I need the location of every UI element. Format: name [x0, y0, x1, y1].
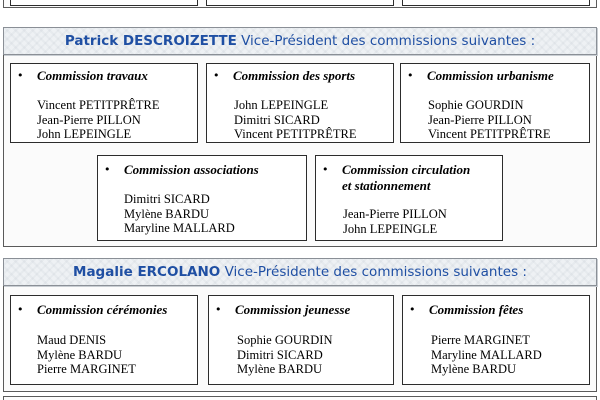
commission-title: Commission associations	[124, 162, 259, 177]
bullet-marker: •	[17, 69, 24, 82]
commission-members	[37, 333, 136, 377]
commission-title-line-2: et stationnement	[342, 178, 431, 193]
member-name: Vincent PETITPRÊTRE	[37, 98, 160, 112]
commission-title: Commission jeunesse	[235, 302, 351, 317]
commission-members	[237, 333, 332, 377]
bullet-marker: •	[322, 163, 329, 176]
section-magalie-header	[3, 258, 597, 286]
member-name: Mylène BARDU	[237, 362, 323, 376]
member-name: Pierre MARGINET	[37, 362, 136, 376]
commission-members	[428, 98, 551, 142]
commission-members	[431, 333, 542, 377]
member-name: Vincent PETITPRÊTRE	[234, 127, 357, 141]
commission-title: Commission fêtes	[429, 302, 524, 317]
commission-box-circulation	[315, 155, 503, 241]
commission-title: Commission des sports	[233, 68, 356, 83]
bullet-marker: •	[215, 303, 222, 316]
vice-president-name: Magalie ERCOLANO	[73, 264, 221, 280]
bullet-marker: •	[213, 69, 220, 82]
commission-box-associations	[97, 155, 307, 241]
member-name: Pierre MARGINET	[431, 333, 530, 347]
member-name: Vincent PETITPRÊTRE	[428, 127, 551, 141]
member-name: Mylène BARDU	[124, 206, 210, 221]
previous-commission-box-2	[206, 0, 394, 6]
commission-box-jeunesse	[208, 295, 394, 385]
commission-members	[234, 98, 357, 142]
commission-box-urbanisme	[400, 63, 590, 143]
previous-commission-box-3	[402, 0, 590, 6]
member-name: Sophie GOURDIN	[237, 333, 333, 347]
member-name: Jean-Pierre PILLON	[37, 112, 141, 127]
member-name: Mylène BARDU	[37, 347, 123, 362]
commission-box-ceremonies	[10, 295, 198, 385]
commission-title-line-1: Commission circulation	[342, 162, 471, 177]
previous-commission-box-1	[10, 0, 198, 6]
section-patrick-heading	[65, 33, 535, 49]
member-name: Maryline MALLARD	[431, 347, 542, 362]
bullet-marker: •	[407, 69, 414, 82]
member-name: Maud DENIS	[37, 333, 107, 347]
commission-title: Commission cérémonies	[37, 302, 168, 317]
section-patrick-header	[3, 27, 597, 55]
commission-box-sports	[206, 63, 394, 143]
member-name: Dimitri SICARD	[234, 112, 320, 127]
commission-members	[37, 98, 160, 142]
bullet-marker: •	[17, 303, 24, 316]
vice-president-role: Vice-Président des commissions suivantes :	[241, 33, 536, 49]
member-name: Mylène BARDU	[431, 362, 517, 376]
commission-box-fetes	[402, 295, 590, 385]
member-name: Dimitri SICARD	[124, 192, 210, 206]
member-name: John LEPEINGLE	[37, 127, 132, 141]
commission-box-travaux	[10, 63, 198, 143]
member-name: Sophie GOURDIN	[428, 98, 524, 112]
member-name: John LEPEINGLE	[343, 221, 438, 236]
member-name: Maryline MALLARD	[124, 221, 235, 235]
next-section-frame	[3, 396, 597, 400]
commission-members	[343, 207, 447, 236]
commission-title: Commission travaux	[37, 68, 148, 83]
bullet-marker: •	[104, 163, 111, 176]
vice-president-name: Patrick DESCROIZETTE	[64, 33, 237, 49]
commission-title: Commission urbanisme	[427, 68, 554, 83]
vice-president-role: Vice-Présidente des commissions suivantes :	[224, 264, 527, 280]
member-name: John LEPEINGLE	[234, 98, 329, 112]
member-name: Jean-Pierre PILLON	[343, 207, 447, 221]
member-name: Jean-Pierre PILLON	[428, 112, 532, 127]
bullet-marker: •	[409, 303, 416, 316]
member-name: Dimitri SICARD	[237, 347, 323, 362]
commission-members	[124, 192, 235, 236]
section-magalie-heading	[73, 264, 527, 280]
